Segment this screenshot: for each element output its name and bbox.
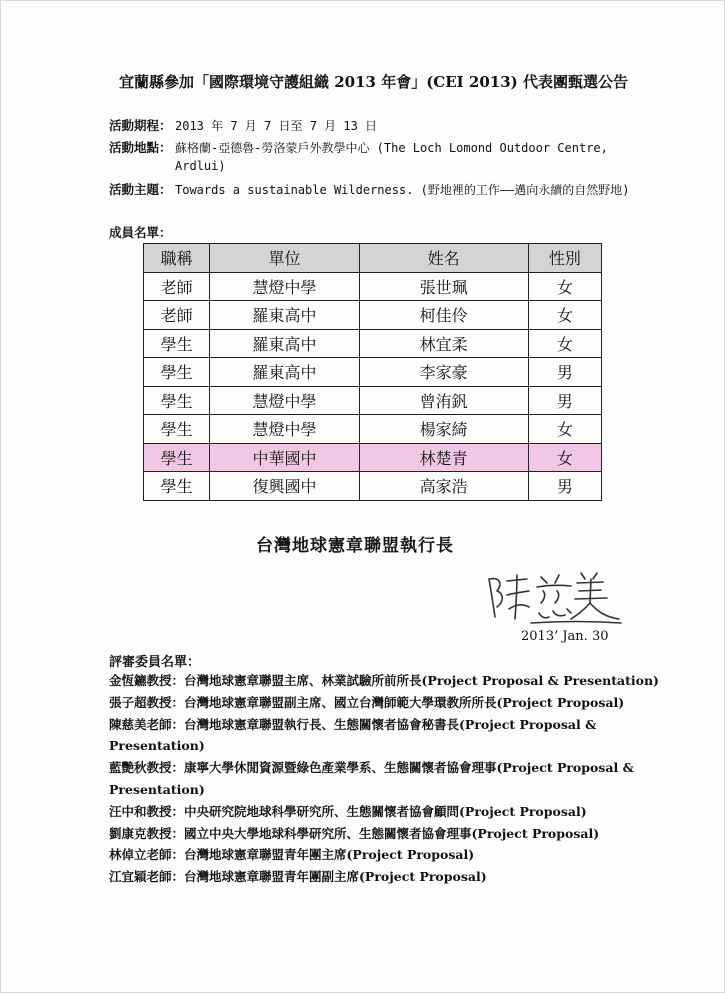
reviewer-item: 江宜穎老師：台灣地球憲章聯盟青年團副主席(Project Proposal) xyxy=(109,869,487,885)
cell-name: 楊家綺 xyxy=(359,415,528,444)
reviewer-item: 藍艷秋教授：康寧大學休閒資源暨綠色產業學系、生態關懷者協會理事(Project Proposal & Presentation) xyxy=(109,760,634,797)
cell-gender: 男 xyxy=(528,472,601,501)
cell-title: 老師 xyxy=(144,272,210,301)
cell-title: 學生 xyxy=(144,386,210,415)
header-name: 姓名 xyxy=(359,244,528,273)
header-unit: 單位 xyxy=(210,244,359,273)
reviewer-item: 劉康克教授：國立中央大學地球科學研究所、生態關懷者協會理事(Project Proposal) xyxy=(109,825,600,841)
table-row-highlighted xyxy=(144,443,602,472)
info-label: 活動主題： xyxy=(109,182,172,197)
cell-name: 林楚青 xyxy=(359,443,528,472)
cell-unit: 羅東高中 xyxy=(210,329,359,358)
table-row xyxy=(144,415,602,444)
cell-name: 張世珮 xyxy=(359,272,528,301)
reviewer-item: 金恆鑣教授：台灣地球憲章聯盟主席、林業試驗所前所長(Project Proposal & Presentation) xyxy=(109,673,659,688)
cell-gender: 女 xyxy=(528,329,601,358)
info-label: 活動地點： xyxy=(109,140,172,155)
cell-gender: 女 xyxy=(528,272,601,301)
info-row-period xyxy=(109,117,639,135)
header-gender: 性別 xyxy=(528,244,601,273)
reviewer-item: 汪中和教授：中央研究院地球科學研究所、生態關懷者協會顧問(Project Proposal) xyxy=(109,803,587,819)
cell-gender: 女 xyxy=(528,443,601,472)
cell-name: 李家豪 xyxy=(359,358,528,387)
info-label: 活動期程： xyxy=(109,118,172,133)
cell-name: 林宜柔 xyxy=(359,329,528,358)
cell-unit: 慧燈中學 xyxy=(210,386,359,415)
cell-title: 老師 xyxy=(144,301,210,330)
info-row-location xyxy=(109,139,639,175)
cell-title: 學生 xyxy=(144,443,210,472)
members-label: 成員名單： xyxy=(109,225,172,240)
cell-unit: 中華國中 xyxy=(210,443,359,472)
table-row xyxy=(144,329,602,358)
document-title: 宜蘭縣參加「國際環境守護組織 2013 年會」(CEI 2013) 代表團甄選公告 xyxy=(119,73,628,91)
handwritten-signature xyxy=(471,561,631,631)
cell-unit: 羅東高中 xyxy=(210,301,359,330)
info-value: 蘇格蘭-亞德魯-勞洛蒙戶外教學中心 (The Loch Lomond Outdoor Centre, Ardlui) xyxy=(175,141,608,173)
cell-unit: 慧燈中學 xyxy=(210,272,359,301)
table-row xyxy=(144,301,602,330)
reviewer-item: 陳慈美老師：台灣地球憲章聯盟執行長、生態關懷者協會秘書長(Project Proposal & Presentation) xyxy=(109,716,597,754)
cell-unit: 慧燈中學 xyxy=(210,415,359,444)
date-text: 2013’ Jan. 30 xyxy=(521,629,609,644)
info-value: Towards a sustainable Wilderness. (野地裡的工作——邁向永續的自然野地) xyxy=(175,183,630,197)
reviewers-title: 評審委員名單： xyxy=(109,655,201,670)
cell-gender: 男 xyxy=(528,358,601,387)
table-row xyxy=(144,472,602,501)
reviewers-list xyxy=(109,670,669,888)
cell-title: 學生 xyxy=(144,358,210,387)
cell-gender: 男 xyxy=(528,386,601,415)
reviewer-item: 張子超教授：台灣地球憲章聯盟副主席、國立台灣師範大學環教所所長(Project Proposal) xyxy=(109,694,625,710)
info-value: 2013 年 7 月 7 日至 7 月 13 日 xyxy=(175,119,378,133)
table-row xyxy=(144,358,602,387)
cell-title: 學生 xyxy=(144,415,210,444)
members-table xyxy=(143,243,602,501)
cell-title: 學生 xyxy=(144,329,210,358)
cell-title: 學生 xyxy=(144,472,210,501)
cell-unit: 復興國中 xyxy=(210,472,359,501)
table-row xyxy=(144,386,602,415)
cell-name: 曾洧釩 xyxy=(359,386,528,415)
info-row-theme xyxy=(109,181,639,199)
cell-name: 高家浩 xyxy=(359,472,528,501)
cell-name: 柯佳伶 xyxy=(359,301,528,330)
table-header-row xyxy=(144,244,602,273)
reviewer-item: 林倬立老師：台灣地球憲章聯盟青年團主席(Project Proposal) xyxy=(109,847,475,863)
header-title: 職稱 xyxy=(144,244,210,273)
cell-unit: 羅東高中 xyxy=(210,358,359,387)
table-row xyxy=(144,272,602,301)
cell-gender: 女 xyxy=(528,301,601,330)
cell-gender: 女 xyxy=(528,415,601,444)
organization-title: 台灣地球憲章聯盟執行長 xyxy=(256,536,454,556)
